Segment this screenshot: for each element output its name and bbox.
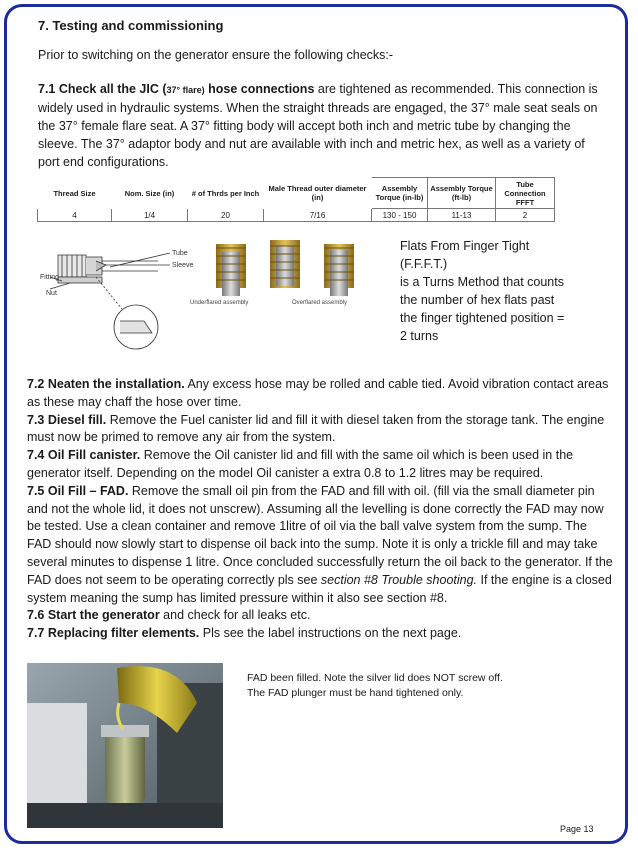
jic-title-b: hose connections [204,82,315,96]
ffft-line: 2 turns [400,329,439,343]
table-cell: 1/4 [112,209,188,222]
table-cell: 4 [38,209,112,222]
step-title: 7.3 Diesel fill. [27,412,107,427]
table-header: Thread Size [38,178,112,209]
fad-filling-photo [27,663,223,828]
step-7-3 [27,412,613,448]
label-fitting: Fitting [40,274,60,281]
step-text: Any excess hose may be rolled and cable tied. Avoid vibration contact areas as these may chaff the hose over time. [27,377,609,409]
step-text: Pls see the label instructions on the next page. [199,626,462,641]
step-7-4 [27,447,613,483]
label-nut: Nut [46,290,57,297]
table-header: Assembly Torque (ft-lb) [428,178,496,209]
step-title: 7.4 Oil Fill canister. [27,448,141,463]
step-title: 7.2 Neaten the installation. [27,377,185,391]
label-overflared: Overflared assembly [292,300,348,306]
ffft-line: Flats From Finger Tight [400,239,530,253]
caption-line: FAD been filled. Note the silver lid does NOT screw off. [247,672,503,684]
step-7-5 [27,483,613,608]
photo-caption [247,671,577,701]
jic-fitting-diagram [40,237,195,352]
table-cell: 7/16 [264,209,372,222]
label-sleeve: Sleeve [172,262,194,269]
spec-table [37,177,555,222]
table-header: Nom. Size (in) [112,178,188,209]
table-cell: 130 - 150 [372,209,428,222]
section-heading: 7. Testing and commissioning [38,18,224,33]
page-number: Page 13 [560,824,594,834]
table-header-row [38,178,555,209]
table-cell: 20 [188,209,264,222]
jic-paragraph [38,80,598,171]
step-text: Remove the Fuel canister lid and fill it with diesel taken from the storage tank. The engine must now be primed to remove any air from the system. [27,412,605,445]
step-title: 7.6 Start the generator [27,608,160,623]
table-header: Male Thread outer diameter (in) [264,178,372,209]
label-tube: Tube [172,250,188,257]
label-underflared: Underflared assembly [190,300,249,306]
step-title: 7.5 Oil Fill – FAD. [27,483,129,498]
jic-text: are tightened as recommended. This connection is widely used in hydraulic systems. When the straight threads are engaged, the 37° male seat seals on the 37° female flare seat. A 37° fitting body will accept both inch and metric tube by changing the sleeve. The 37° adaptor body and nut are available with inch and metric hex, as well as a variety of port end configurations. [38,82,598,169]
step-7-6 [27,607,613,625]
jic-title-a: 7.1 Check all the JIC ( [38,82,167,96]
underflared-fitting [216,244,246,296]
step-text: Remove the Oil canister lid and fill with the same oil which is been used in the generator itself. Depending on the model Oil canister a extra 0.8 to 1.2 litres may be required. [27,448,574,480]
table-header: Assembly Torque (in-lb) [372,178,428,209]
step-title: 7.7 Replacing filter elements. [27,626,200,641]
table-cell: 11-13 [428,209,496,222]
table-header: Tube Connection FFFT [496,178,555,209]
ideal-fitting [270,240,300,288]
step-text: and check for all leaks etc. [159,608,311,623]
step-7-7 [27,625,613,643]
ffft-line: (F.F.F.T.) [400,257,448,271]
ffft-line: the finger tightened position = [400,311,565,325]
trouble-shooting-reference: section #8 Trouble shooting. [320,572,478,587]
step-text: Remove the small oil pin from the FAD and fill with oil. (fill via the small diameter pin and not the whole lid, it does not unscrew). Assuming all the levelling is done correctly the FAD may now be tested. Use a clean container and remove 1litre of oil via the ball valve system from the sump. The FAD should now slowly start to dispense oil back into the sump. Note it is only a trickle fill and may take several minutes to dispense 1 litre. Once concluded successfully return the oil back to the generator. If the FAD does not seem to be operating correctly pls see [27,483,613,587]
table-header: # of Thrds per Inch [188,178,264,209]
overflared-fitting [324,244,354,296]
caption-line: The FAD plunger must be hand tightened only. [247,687,464,699]
intro-text: Prior to switching on the generator ensure the following checks:- [38,48,394,62]
ffft-line: is a Turns Method that counts [400,275,564,289]
step-text: If the engine is a closed system meaning the sump has limited pressure within it also see section #8. [27,572,612,605]
flare-assembly-diagram [188,238,366,323]
jic-flare: 37° flare) [166,85,205,95]
ffft-note [400,237,590,345]
step-7-2 [27,376,613,412]
table-row [38,209,555,222]
steps-body [27,376,613,643]
ffft-line: the number of hex flats past [400,293,555,307]
fad-canister [105,733,145,803]
table-cell: 2 [496,209,555,222]
